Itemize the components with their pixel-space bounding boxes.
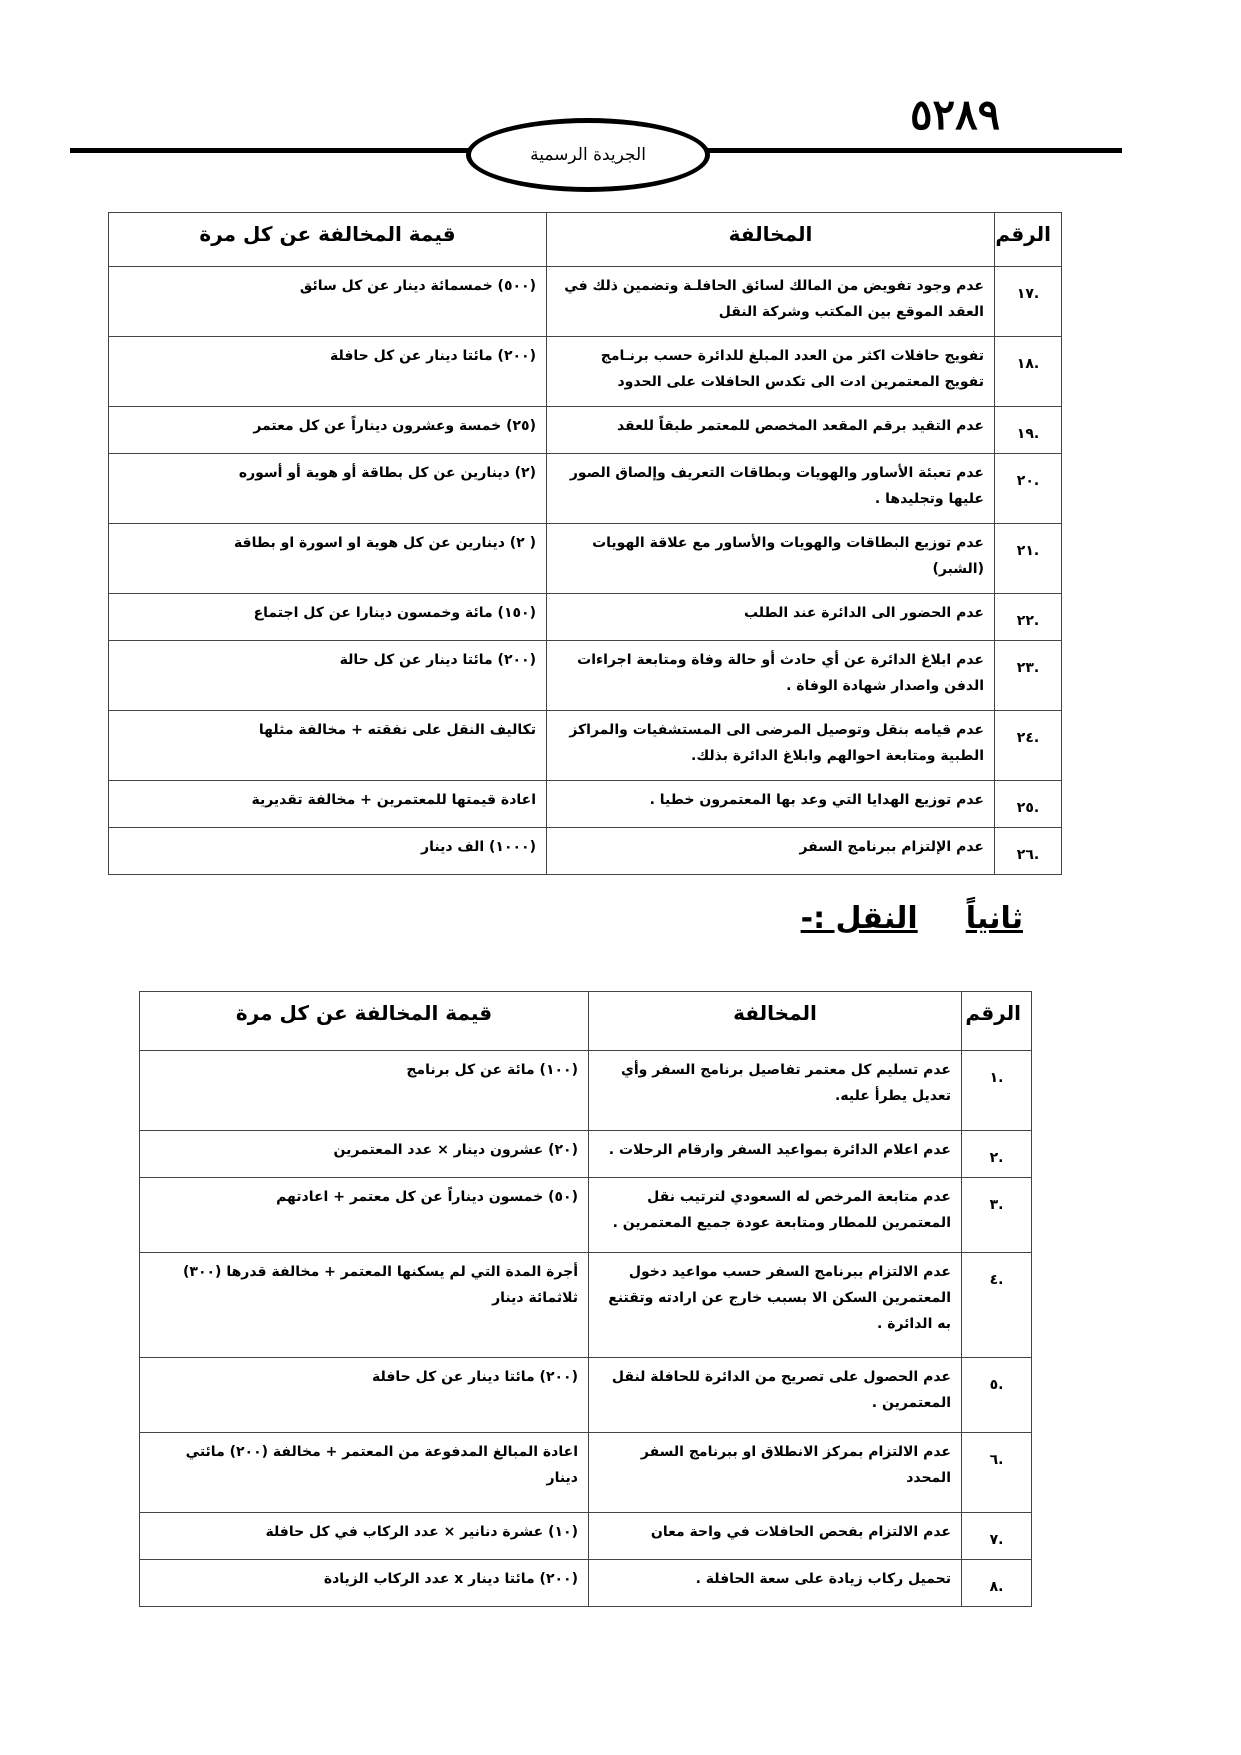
row-number: .٦ <box>962 1433 1032 1513</box>
header-penalty: قيمة المخالفة عن كل مرة <box>109 213 547 267</box>
table-row <box>140 1560 1032 1607</box>
table-row <box>140 1358 1032 1433</box>
gazette-title: الجريدة الرسمية <box>530 145 646 165</box>
section-heading <box>801 898 1023 940</box>
violations-table-2 <box>139 991 1032 1607</box>
row-number: .١٩ <box>995 407 1062 454</box>
row-number: .١ <box>962 1051 1032 1131</box>
row-penalty: أجرة المدة التي لم يسكنها المعتمر + مخالفة قدرها (٣٠٠) ثلاثمائة دينار <box>140 1253 589 1358</box>
row-penalty: تكاليف النقل على نفقته + مخالفة مثلها <box>109 711 547 781</box>
row-violation: عدم اعلام الدائرة بمواعيد السفر وارقام الرحلات . <box>589 1131 962 1178</box>
row-violation: عدم الإلتزام ببرنامج السفر <box>547 828 995 875</box>
table-row <box>109 594 1062 641</box>
row-penalty: (١٠٠٠) الف دينار <box>109 828 547 875</box>
row-penalty: (١٠٠) مائة عن كل برنامج <box>140 1051 589 1131</box>
table-row <box>140 1433 1032 1513</box>
row-violation: عدم الالتزام بمركز الانطلاق او ببرنامج السفر المحدد <box>589 1433 962 1513</box>
header-number: الرقم <box>962 992 1032 1051</box>
row-violation: عدم التقيد برقم المقعد المخصص للمعتمر طبقاً للعقد <box>547 407 995 454</box>
row-number: .٢ <box>962 1131 1032 1178</box>
row-number: .٧ <box>962 1513 1032 1560</box>
row-violation: عدم وجود تفويض من المالك لسائق الحافلـة وتضمين ذلك في العقد الموقع بين المكتب وشركة النقل <box>547 267 995 337</box>
row-penalty: (٢٠٠) مائتا دينار عن كل حافلة <box>109 337 547 407</box>
row-number: .١٧ <box>995 267 1062 337</box>
table-row <box>140 1253 1032 1358</box>
row-penalty: (٢٠) عشرون دينار × عدد المعتمرين <box>140 1131 589 1178</box>
row-violation: عدم ابلاغ الدائرة عن أي حادث أو حالة وفاة ومتابعة اجراءات الدفن واصدار شهادة الوفاة . <box>547 641 995 711</box>
header-violation: المخالفة <box>589 992 962 1051</box>
table-row <box>109 454 1062 524</box>
row-number: .٣ <box>962 1178 1032 1253</box>
table-row <box>109 711 1062 781</box>
gazette-title-oval <box>466 118 710 192</box>
row-violation: عدم توزيع الهدايا التي وعد بها المعتمرون خطيا . <box>547 781 995 828</box>
table-row <box>140 1513 1032 1560</box>
row-penalty: (٥٠٠) خمسمائة دينار عن كل سائق <box>109 267 547 337</box>
table-row <box>109 407 1062 454</box>
row-penalty: (٢٥) خمسة وعشرون ديناراً عن كل معتمر <box>109 407 547 454</box>
table-row <box>140 1051 1032 1131</box>
section-prefix: ثانياً <box>965 901 1023 936</box>
row-penalty: (١٠) عشرة دنانير × عدد الركاب في كل حافلة <box>140 1513 589 1560</box>
table-row <box>109 641 1062 711</box>
row-violation: عدم متابعة المرخص له السعودي لترتيب نقل المعتمرين للمطار ومتابعة عودة جميع المعتمرين . <box>589 1178 962 1253</box>
page-number: ٥٢٨٩ <box>910 90 1001 139</box>
row-violation: عدم الالتزام بفحص الحافلات في واحة معان <box>589 1513 962 1560</box>
row-number: .٢٣ <box>995 641 1062 711</box>
row-number: .٢٥ <box>995 781 1062 828</box>
row-number: .٢٤ <box>995 711 1062 781</box>
row-violation: عدم الالتزام ببرنامج السفر حسب مواعيد دخول المعتمرين السكن الا بسبب خارج عن ارادته وتقتنع به الدائرة . <box>589 1253 962 1358</box>
row-number: .٢٦ <box>995 828 1062 875</box>
header-violation: المخالفة <box>547 213 995 267</box>
row-violation: عدم تسليم كل معتمر تفاصيل برنامج السفر وأي تعديل يطرأ عليه. <box>589 1051 962 1131</box>
table-row <box>140 1131 1032 1178</box>
row-penalty: ( ٢) دينارين عن كل هوية او اسورة او بطاقة <box>109 524 547 594</box>
table-row <box>109 337 1062 407</box>
table-row <box>109 524 1062 594</box>
row-number: .٢١ <box>995 524 1062 594</box>
row-number: .٢٢ <box>995 594 1062 641</box>
row-penalty: (٥٠) خمسون ديناراً عن كل معتمر + اعادتهم <box>140 1178 589 1253</box>
row-penalty: (٢٠٠) مائتا دينار عن كل حافلة <box>140 1358 589 1433</box>
table-row <box>140 1178 1032 1253</box>
row-number: .١٨ <box>995 337 1062 407</box>
row-number: .٢٠ <box>995 454 1062 524</box>
table-row <box>109 828 1062 875</box>
row-penalty: (٢٠٠) مائتا دينار عن كل حالة <box>109 641 547 711</box>
violations-table-1 <box>108 212 1062 875</box>
row-violation: تحميل ركاب زيادة على سعة الحافلة . <box>589 1560 962 1607</box>
row-violation: عدم الحضور الى الدائرة عند الطلب <box>547 594 995 641</box>
row-penalty: اعادة قيمتها للمعتمرين + مخالفة تقديرية <box>109 781 547 828</box>
row-penalty: (١٥٠) مائة وخمسون دينارا عن كل اجتماع <box>109 594 547 641</box>
header-penalty: قيمة المخالفة عن كل مرة <box>140 992 589 1051</box>
table-row <box>109 781 1062 828</box>
row-violation: عدم الحصول على تصريح من الدائرة للحافلة لنقل المعتمرين . <box>589 1358 962 1433</box>
header-number: الرقم <box>995 213 1062 267</box>
row-violation: عدم قيامه بنقل وتوصيل المرضى الى المستشفيات والمراكز الطبية ومتابعة احوالهم وابلاغ الدائرة بذلك. <box>547 711 995 781</box>
row-penalty: (٢٠٠) مائتا دينار x عدد الركاب الزيادة <box>140 1560 589 1607</box>
row-number: .٤ <box>962 1253 1032 1358</box>
row-violation: تفويج حافلات اكثر من العدد المبلغ للدائرة حسب برنـامج تفويج المعتمرين ادت الى تكدس الحافلات على الحدود <box>547 337 995 407</box>
row-penalty: (٢) دينارين عن كل بطاقة أو هوية أو أسوره <box>109 454 547 524</box>
row-penalty: اعادة المبالغ المدفوعة من المعتمر + مخالفة (٢٠٠) مائتي دينار <box>140 1433 589 1513</box>
table-row <box>109 267 1062 337</box>
row-violation: عدم تعبئة الأساور والهويات وبطاقات التعريف وإلصاق الصور عليها وتجليدها . <box>547 454 995 524</box>
row-violation: عدم توزيع البطاقات والهويات والأساور مع علاقة الهويات (الشبر) <box>547 524 995 594</box>
row-number: .٨ <box>962 1560 1032 1607</box>
row-number: .٥ <box>962 1358 1032 1433</box>
section-title: النقل :- <box>800 901 918 936</box>
